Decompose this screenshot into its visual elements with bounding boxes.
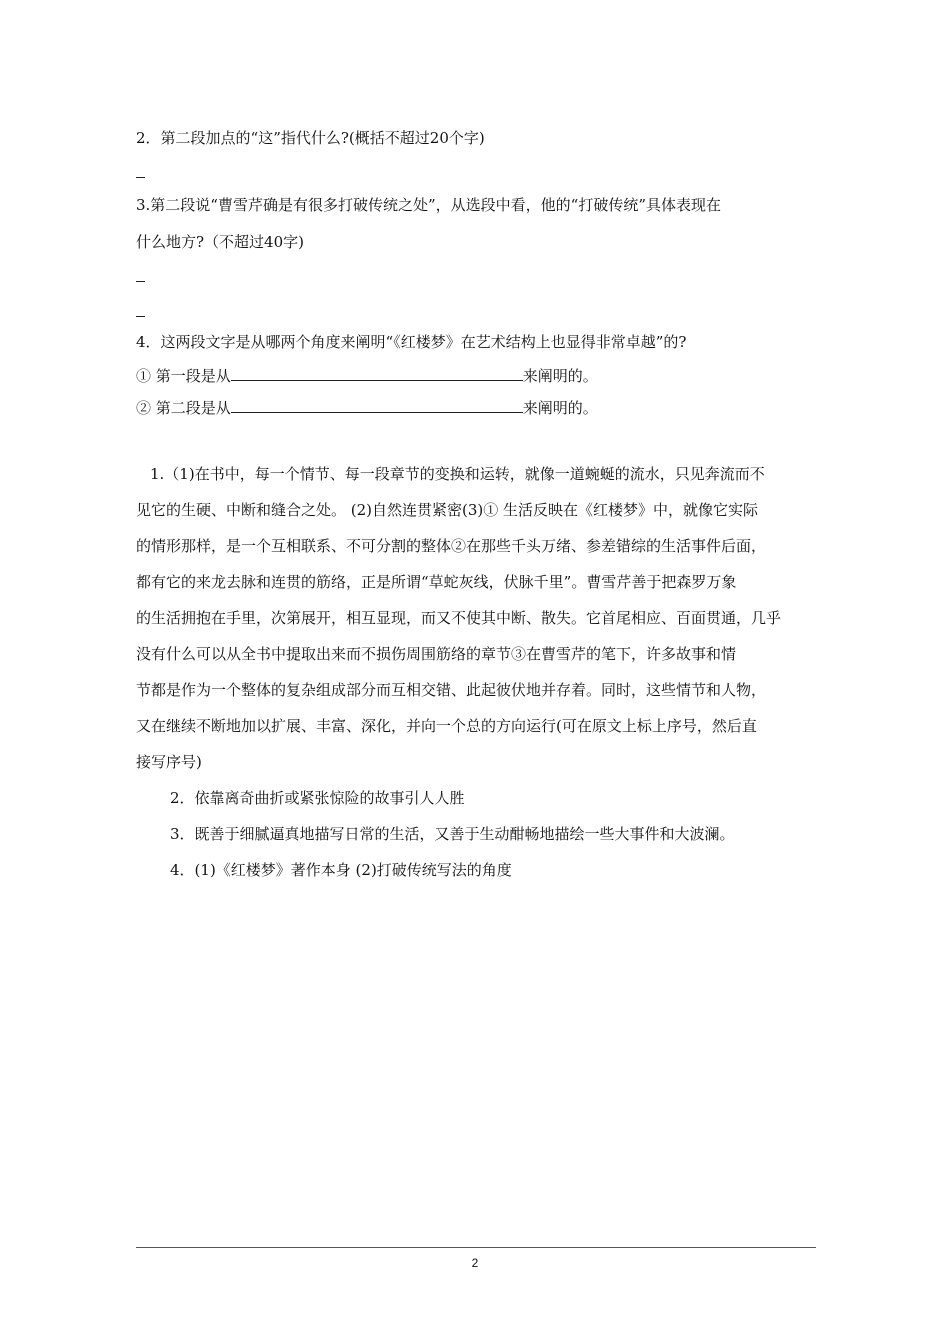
question-4-item-1 (136, 366, 598, 386)
question-4: 4．这两段文字是从哪两个角度来阐明“《红楼梦》在艺术结构上也显得非常卓越”的? (136, 333, 687, 351)
answer-blank-q3-2 (136, 316, 145, 317)
answer-1-line: 见它的生硬、中断和缝合之处。 (2)自然连贯紧密(3)① 生活反映在《红楼梦》中，就像它实际 (136, 501, 759, 519)
answer-1-line: 接写序号) (136, 753, 202, 771)
answer-1-line: 1.（1)在书中，每一个情节、每一段章节的变换和运转，就像一道蜿蜒的流水，只见奔流而不 (150, 465, 765, 483)
answer-blank-q2 (136, 177, 145, 178)
answer-3: 3．既善于细腻逼真地描写日常的生活，又善于生动酣畅地描绘一些大事件和大波澜。 (170, 825, 735, 843)
fill-in-blank-2[interactable] (231, 398, 523, 413)
answer-2: 2．依靠离奇曲折或紧张惊险的故事引人人胜 (170, 789, 465, 807)
question-3-line-1: 3.第二段说“曹雪芹确是有很多打破传统之处”，从选段中看，他的“打破传统”具体表现在 (136, 196, 721, 214)
question-4-item-1-suffix: 来阐明的。 (522, 367, 598, 385)
answer-1-line: 没有什么可以从全书中提取出来而不损伤周围筋络的章节③在曹雪芹的笔下，许多故事和情 (136, 645, 737, 663)
question-3-line-2: 什么地方?（不超过40字) (136, 233, 304, 251)
question-2: 2．第二段加点的“这”指代什么?(概括不超过20个字) (136, 129, 485, 147)
answer-1-line: 的生活拥抱在手里，次第展开，相互显现，而又不使其中断、散失。它首尾相应、百面贯通，几乎 (136, 609, 782, 627)
answer-1-line: 都有它的来龙去脉和连贯的筋络，正是所谓“草蛇灰线，伏脉千里”。曹雪芹善于把森罗万象 (136, 573, 737, 591)
question-4-item-1-prefix: ① 第一段是从 (136, 367, 231, 385)
question-4-item-2-prefix: ② 第二段是从 (136, 399, 231, 417)
footer-divider (136, 1247, 816, 1248)
answer-1-line: 的情形那样，是一个互相联系、不可分割的整体②在那些千头万绪、参差错综的生活事件后面， (136, 537, 767, 555)
answer-1-line: 又在继续不断地加以扩展、丰富、深化，并向一个总的方向运行(可在原文上标上序号，然后直 (136, 717, 757, 735)
answer-blank-q3-1 (136, 281, 145, 282)
question-4-item-2 (136, 398, 598, 418)
answer-4: 4．(1)《红楼梦》著作本身 (2)打破传统写法的角度 (170, 861, 512, 879)
page-number: 2 (471, 1256, 479, 1270)
fill-in-blank-1[interactable] (231, 366, 523, 381)
question-4-item-2-suffix: 来阐明的。 (522, 399, 598, 417)
answer-1-line: 节都是作为一个整体的复杂组成部分而互相交错、此起彼伏地并存着。同时，这些情节和人物， (136, 681, 767, 699)
